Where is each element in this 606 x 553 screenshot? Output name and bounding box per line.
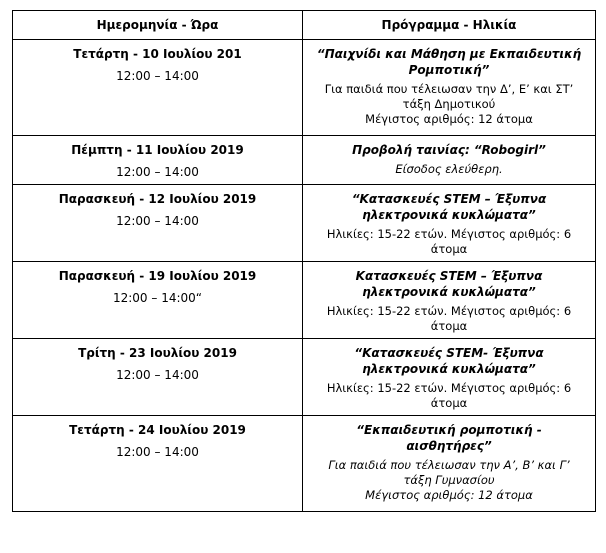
program-title-line: Κατασκευές STEM – Έξυπνα [355,269,543,283]
program-title [311,142,587,158]
program-description [311,381,587,411]
program-title-line: Ρομποτική” [408,63,490,77]
event-time: 12:00 – 14:00 [116,368,199,382]
program-description [311,162,587,177]
program-title [311,422,587,454]
event-time: 12:00 – 14:00 [116,214,199,228]
program-title-line: ηλεκτρονικά κυκλώματα” [362,285,536,299]
program-cell [303,339,596,416]
program-title-line: “Κατασκευές STEM- Έξυπνα [354,346,544,360]
program-cell [303,40,596,136]
event-time: 12:00 – 14:00“ [112,291,202,305]
table-row [13,185,596,262]
table-row [13,40,596,136]
program-title-line: “Παιχνίδι και Μάθηση με Εκπαιδευτική [316,47,582,61]
program-cell [303,262,596,339]
program-description-line: Είσοδος ελεύθερη. [395,162,503,176]
program-title [311,46,587,78]
date-time-cell [13,339,303,416]
program-description-line: άτομα [430,319,468,333]
program-title [311,268,587,300]
program-description-line: Για παιδιά που τέλειωσαν την Α’, Β’ και Γ’ [328,458,570,472]
event-date: Τετάρτη - 24 Ιουλίου 2019 [69,423,246,437]
event-date: Τρίτη - 23 Ιουλίου 2019 [78,346,237,360]
schedule-table [12,10,596,512]
program-cell [303,136,596,185]
table-row [13,339,596,416]
header-row [13,11,596,40]
program-description [311,82,587,127]
program-description-line: άτομα [430,396,468,410]
program-description-line: Μέγιστος αριθμός: 12 άτομα [365,488,533,502]
program-title-line: “Εκπαιδευτική ρομποτική - [356,423,542,437]
program-title-line: ηλεκτρονικά κυκλώματα” [362,362,536,376]
program-description-line: Ηλικίες: 15-22 ετών. Μέγιστος αριθμός: 6 [326,227,572,241]
program-description [311,304,587,334]
header-program-age: Πρόγραμμα - Ηλικία [303,11,596,40]
event-time: 12:00 – 14:00 [116,69,199,83]
event-date: Παρασκευή - 12 Ιουλίου 2019 [58,192,257,206]
program-description-line: άτομα [430,242,468,256]
program-title-line: ηλεκτρονικά κυκλώματα” [362,208,536,222]
program-title-line: αισθητήρες” [406,439,492,453]
event-date: Παρασκευή - 19 Ιουλίου 2019 [58,269,257,283]
table-row [13,262,596,339]
program-description-line: Μέγιστος αριθμός: 12 άτομα [365,112,533,126]
program-title-line: Προβολή ταινίας: “Robogirl” [352,143,546,157]
program-description-line: Ηλικίες: 15-22 ετών. Μέγιστος αριθμός: 6 [326,304,572,318]
program-title [311,345,587,377]
date-time-cell [13,136,303,185]
program-description [311,458,587,503]
program-description-line: Ηλικίες: 15-22 ετών. Μέγιστος αριθμός: 6 [326,381,572,395]
event-time: 12:00 – 14:00 [116,165,199,179]
header-date-time: Ημερομηνία - Ώρα [13,11,303,40]
event-date: Πέμπτη - 11 Ιουλίου 2019 [71,143,244,157]
program-title-line: “Κατασκευές STEM – Έξυπνα [351,192,547,206]
program-description [311,227,587,257]
date-time-cell [13,185,303,262]
program-cell [303,185,596,262]
event-time: 12:00 – 14:00 [116,445,199,459]
program-cell [303,416,596,512]
table-row [13,416,596,512]
program-description-line: τάξη Γυμνασίου [403,473,495,487]
date-time-cell [13,262,303,339]
program-description-line: Για παιδιά που τέλειωσαν την Δ’, Ε’ και ΣΤ’ [324,82,574,96]
table-row [13,136,596,185]
event-date: Τετάρτη - 10 Ιουλίου 201 [73,47,242,61]
program-description-line: τάξη Δημοτικού [402,97,496,111]
date-time-cell [13,40,303,136]
program-title [311,191,587,223]
date-time-cell [13,416,303,512]
